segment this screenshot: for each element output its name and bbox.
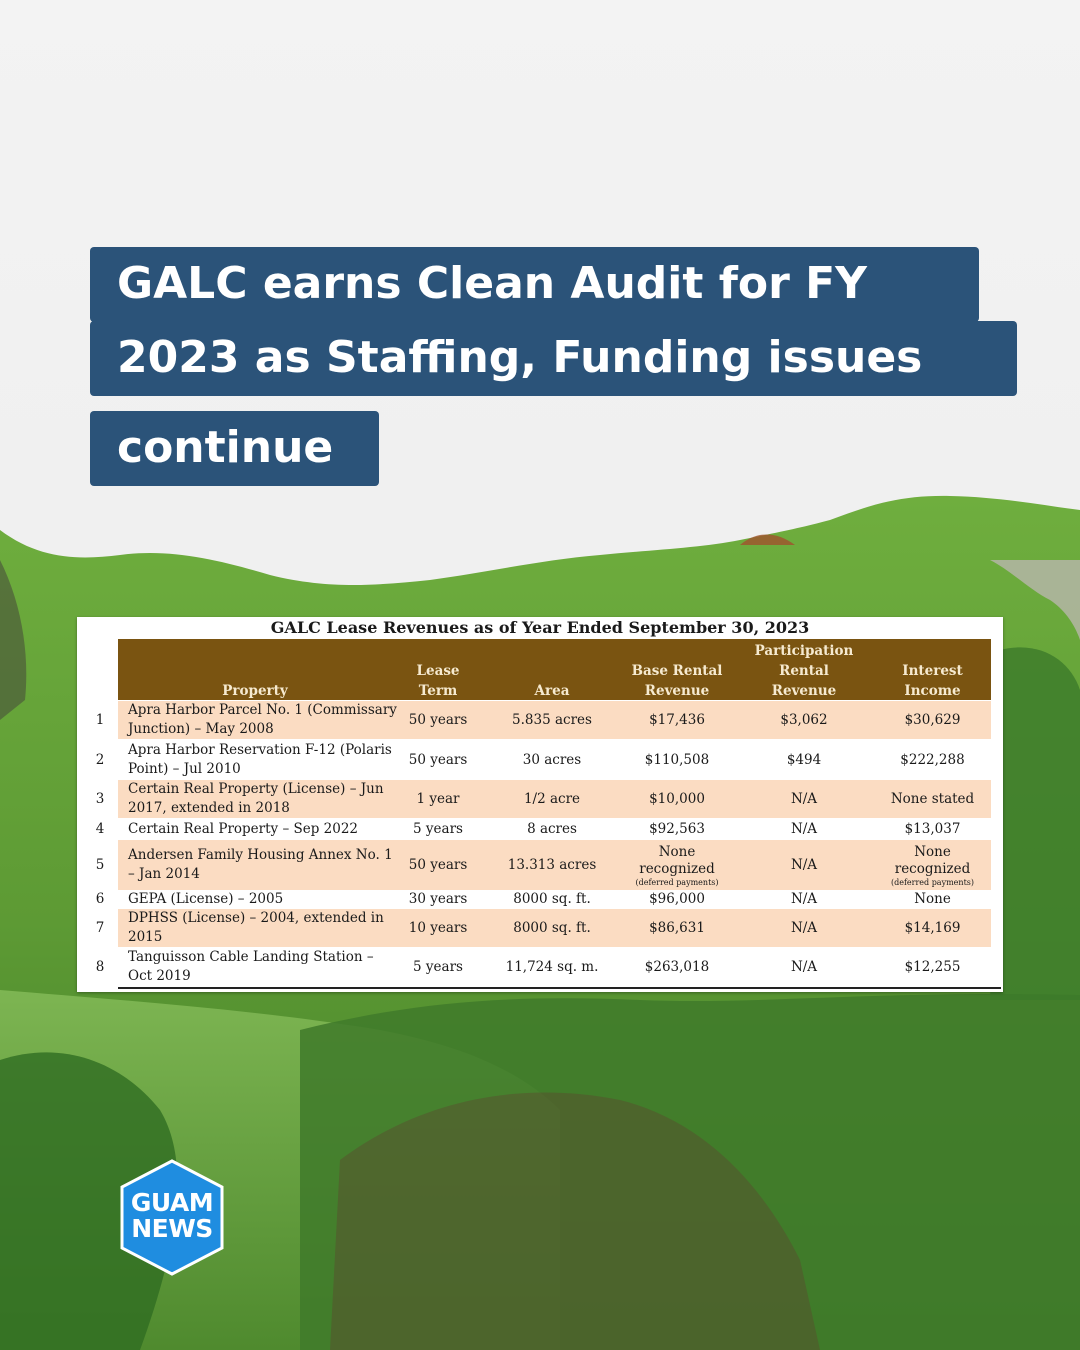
row-number: 8 [95,958,105,975]
area-cell: 30 acres [522,751,582,768]
lease-term-cell: 1 year [416,790,460,807]
interest-cell [870,840,995,890]
base-rental-cell: $17,436 [649,711,705,728]
guam-news-logo [114,1157,230,1278]
participation-cell: N/A [790,919,818,936]
participation-cell: N/A [790,856,818,873]
interest-cell: None [914,890,951,907]
header-lease-term [399,661,477,701]
interest-value: None recognized [894,843,971,877]
base-rental-cell [617,840,737,890]
participation-cell: N/A [790,890,818,907]
interest-cell: $30,629 [904,711,961,728]
property-cell: DPHSS (License) – 2004, extended in 2015 [128,910,384,945]
logo-line-1: GUAM [130,1188,214,1217]
lease-term-cell: 50 years [408,856,468,873]
headline-line-1: GALC earns Clean Audit for FY [90,247,979,322]
base-rental-cell: $96,000 [649,890,705,907]
participation-cell: $3,062 [780,711,828,728]
area-cell: 11,724 sq. m. [505,958,599,975]
area-cell: 13.313 acres [507,856,597,873]
row-number: 5 [95,856,105,873]
header-participation-line-3: Revenue [771,683,837,699]
lease-term-cell: 50 years [408,711,468,728]
lease-revenue-table [77,617,1003,992]
participation-cell: $494 [786,751,822,768]
lease-term-cell: 30 years [408,890,468,907]
lease-term-cell: 50 years [408,751,468,768]
interest-note: (deferred payments) [890,877,975,887]
row-number: 7 [95,919,105,936]
interest-cell: $13,037 [904,820,961,837]
participation-cell: N/A [790,820,818,837]
row-number: 3 [95,790,105,807]
header-base-rental-line-1: Base Rental [631,663,723,679]
header-property: Property [222,683,288,699]
base-rental-cell: $92,563 [649,820,705,837]
header-base-rental-line-2: Revenue [644,683,710,699]
lease-term-cell: 5 years [413,820,463,837]
headline-line-3: continue [90,411,379,486]
interest-cell: $222,288 [900,751,965,768]
header-interest-line-2: Income [904,683,961,699]
base-rental-cell: $10,000 [649,790,705,807]
area-cell: 5.835 acres [512,711,592,728]
property-cell: GEPA (License) – 2005 [128,890,284,907]
row-number: 1 [95,711,105,728]
header-interest-line-1: Interest [902,663,963,679]
row-number: 2 [95,751,105,768]
base-rental-note: (deferred payments) [635,877,719,887]
property-cell: Certain Real Property (License) – Jun 2017, extended in 2018 [128,781,384,816]
header-participation-line-1: Participation [754,643,854,659]
row-number: 6 [95,890,105,907]
interest-cell: $12,255 [904,958,961,975]
property-cell: Andersen Family Housing Annex No. 1 – Jan 2014 [128,847,393,882]
base-rental-cell: $86,631 [649,919,705,936]
table-bottom-rule [118,987,1001,989]
logo-line-2: NEWS [131,1214,213,1243]
area-cell: 1/2 acre [523,790,581,807]
header-area: Area [534,683,570,699]
participation-cell: N/A [790,958,818,975]
interest-cell: $14,169 [904,919,961,936]
header-participation [745,641,863,701]
lease-term-cell: 5 years [413,958,463,975]
header-interest [870,661,995,701]
table-title: GALC Lease Revenues as of Year Ended September 30, 2023 [270,618,810,637]
base-rental-value: None recognized [639,843,715,877]
base-rental-cell: $263,018 [644,958,710,975]
area-cell: 8000 sq. ft. [513,890,591,907]
area-cell: 8000 sq. ft. [513,919,591,936]
participation-cell: N/A [790,790,818,807]
header-lease-term-line-2: Term [418,683,458,699]
property-cell: Tanguisson Cable Landing Station – Oct 2019 [128,949,374,984]
property-cell: Apra Harbor Parcel No. 1 (Commissary Junction) – May 2008 [128,702,397,737]
row-number: 4 [95,820,105,837]
area-cell: 8 acres [527,820,577,837]
base-rental-cell: $110,508 [644,751,710,768]
lease-term-cell: 10 years [408,919,468,936]
header-lease-term-line-1: Lease [416,663,460,679]
header-base-rental [617,661,737,701]
property-cell: Apra Harbor Reservation F-12 (Polaris Point) – Jul 2010 [128,742,392,777]
header-participation-line-2: Rental [779,663,829,679]
property-cell: Certain Real Property – Sep 2022 [128,820,359,837]
interest-cell: None stated [890,790,975,807]
headline-line-2: 2023 as Staffing, Funding issues [90,321,1017,396]
